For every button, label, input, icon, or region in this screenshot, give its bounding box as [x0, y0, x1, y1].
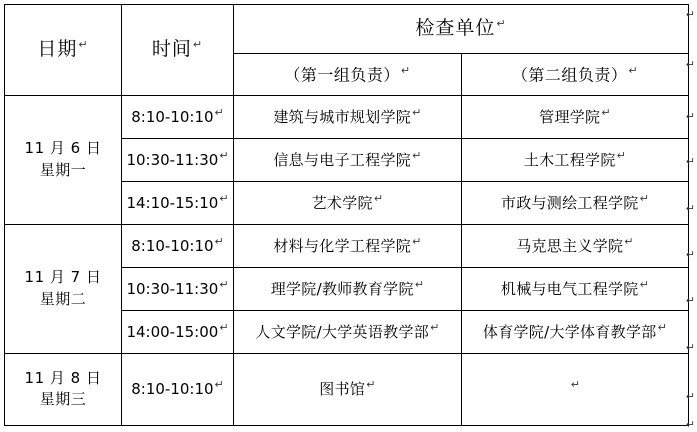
date-line-2: 星期一 — [39, 160, 87, 179]
paragraph-mark-icon: ↵ — [570, 378, 581, 392]
group1-cell — [234, 224, 462, 267]
group2-cell — [462, 96, 689, 139]
date-cell — [5, 96, 122, 225]
inspection-schedule-table — [4, 4, 689, 426]
paragraph-mark-icon: ↵ — [219, 192, 229, 206]
time-cell — [122, 224, 234, 267]
paragraph-mark-icon: ↵ — [624, 234, 634, 248]
paragraph-mark-icon: ↵ — [657, 320, 668, 334]
paragraph-mark-icon: ↵ — [366, 378, 376, 392]
group1-label: 人文学院/大学英语教学部 — [255, 322, 430, 341]
paragraph-mark-icon: ↵ — [496, 16, 507, 30]
date-line-1: 11 月 6 日 — [24, 139, 102, 158]
group2-cell — [462, 181, 689, 224]
date-line-2: 星期二 — [39, 289, 87, 308]
table-row — [5, 224, 689, 267]
group2-label: 机械与电气工程学院 — [500, 279, 639, 298]
date-cell — [5, 224, 122, 353]
group1-cell — [234, 267, 462, 310]
paragraph-mark-icon: ↵ — [685, 58, 695, 71]
group2-label: 马克思主义学院 — [516, 236, 624, 255]
group2-cell — [462, 224, 689, 267]
paragraph-mark-icon: ↵ — [685, 8, 695, 21]
paragraph-mark-icon: ↵ — [685, 155, 695, 168]
paragraph-mark-icon: ↵ — [400, 63, 411, 77]
header-cell-time — [122, 5, 234, 96]
paragraph-mark-icon: ↵ — [601, 106, 611, 120]
table-row — [5, 96, 689, 139]
time-label: 10:30-11:30 — [126, 151, 219, 170]
group2-cell — [462, 310, 689, 353]
time-label: 8:10-10:10 — [131, 380, 214, 399]
group2-label: 体育学院/大学体育教学部 — [482, 322, 657, 341]
header-label-group1: （第一组负责） — [284, 64, 400, 84]
group2-label: 管理学院 — [539, 108, 601, 127]
time-cell — [122, 139, 234, 182]
paragraph-mark-icon: ↵ — [628, 63, 639, 77]
time-cell — [122, 267, 234, 310]
header-label-group2: （第二组负责） — [511, 64, 628, 84]
paragraph-mark-icon: ↵ — [685, 418, 695, 431]
header-label-time: 时间 — [151, 38, 192, 61]
date-cell — [5, 353, 122, 425]
time-cell — [122, 310, 234, 353]
group1-cell — [234, 139, 462, 182]
date-line-2: 星期三 — [39, 390, 87, 409]
paragraph-mark-icon: ↵ — [78, 37, 89, 51]
header-cell-group1 — [234, 53, 462, 96]
paragraph-mark-icon: ↵ — [414, 277, 425, 291]
header-cell-unit — [234, 5, 689, 54]
time-label: 14:00-15:00 — [126, 322, 219, 341]
paragraph-mark-icon: ↵ — [685, 294, 695, 307]
paragraph-mark-icon: ↵ — [685, 202, 695, 215]
group1-cell — [234, 181, 462, 224]
paragraph-mark-icon: ↵ — [639, 192, 650, 206]
paragraph-mark-icon: ↵ — [192, 37, 204, 51]
paragraph-mark-icon: ↵ — [214, 234, 224, 248]
time-cell — [122, 96, 234, 139]
paragraph-mark-icon: ↵ — [214, 106, 224, 120]
paragraph-mark-icon: ↵ — [685, 248, 695, 261]
group2-cell — [462, 267, 689, 310]
time-label: 14:10-15:10 — [126, 194, 219, 213]
time-label: 8:10-10:10 — [131, 236, 214, 255]
group1-cell — [234, 96, 462, 139]
date-line-1: 11 月 7 日 — [24, 267, 102, 286]
paragraph-mark-icon: ↵ — [219, 149, 229, 163]
group1-label: 信息与电子工程学院 — [273, 151, 412, 170]
paragraph-mark-icon: ↵ — [412, 234, 422, 248]
date-line-1: 11 月 8 日 — [24, 368, 102, 387]
paragraph-mark-icon: ↵ — [639, 277, 650, 291]
group2-cell — [462, 139, 689, 182]
paragraph-mark-icon: ↵ — [219, 277, 229, 291]
paragraph-mark-icon: ↵ — [214, 378, 224, 392]
paragraph-mark-icon: ↵ — [685, 390, 695, 403]
group1-label: 材料与化学工程学院 — [273, 236, 412, 255]
paragraph-mark-icon: ↵ — [412, 149, 422, 163]
group1-cell — [234, 310, 462, 353]
time-label: 10:30-11:30 — [126, 279, 219, 298]
header-cell-group2 — [462, 53, 689, 96]
table-row — [5, 353, 689, 425]
time-label: 8:10-10:10 — [131, 108, 214, 127]
time-cell — [122, 181, 234, 224]
paragraph-mark-icon: ↵ — [373, 192, 384, 206]
group2-label: 土木工程学院 — [523, 151, 616, 170]
group2-label: 市政与测绘工程学院 — [500, 194, 639, 213]
paragraph-mark-icon: ↵ — [685, 341, 695, 354]
group1-label: 艺术学院 — [311, 194, 373, 213]
table-header-row-1 — [5, 5, 689, 54]
group2-cell — [462, 353, 689, 425]
paragraph-mark-icon: ↵ — [412, 106, 422, 120]
header-label-date: 日期 — [37, 38, 78, 61]
paragraph-mark-icon: ↵ — [685, 110, 695, 123]
header-cell-date — [5, 5, 122, 96]
paragraph-mark-icon: ↵ — [616, 149, 627, 163]
group1-cell — [234, 353, 462, 425]
time-cell — [122, 353, 234, 425]
group1-label: 图书馆 — [319, 380, 366, 399]
paragraph-mark-icon: ↵ — [430, 320, 440, 334]
header-label-unit: 检查单位 — [415, 17, 496, 40]
group1-label: 建筑与城市规划学院 — [273, 108, 412, 127]
group1-label: 理学院/教师教育学院 — [270, 279, 414, 298]
paragraph-mark-icon: ↵ — [219, 320, 229, 334]
